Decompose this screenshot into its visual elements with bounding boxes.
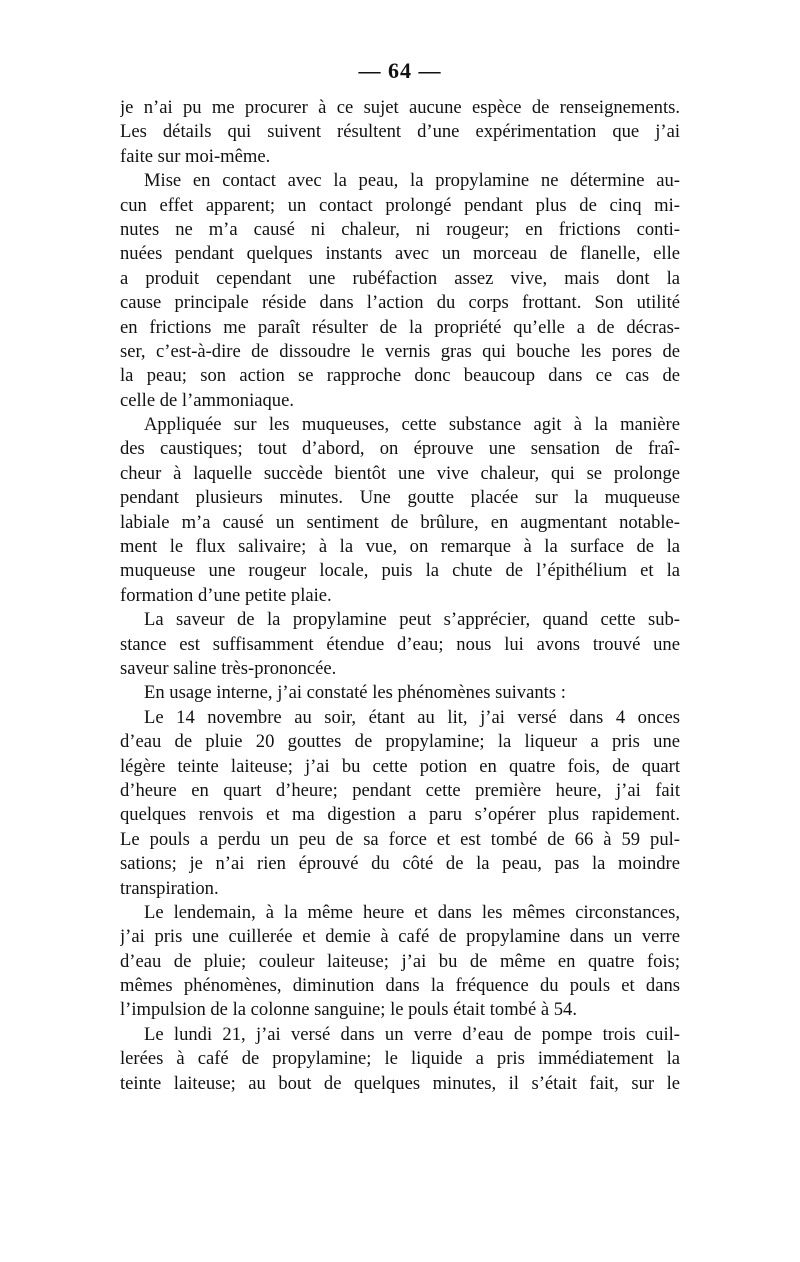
text-line: Le lundi 21, j’ai versé dans un verre d’eau de pompe trois cuil- <box>144 1023 680 1045</box>
text-line: lerées à café de propylamine; le liquide a pris immédiatement la <box>120 1048 680 1070</box>
text-line: légère teinte laiteuse; j’ai bu cette potion en quatre fois, de quart <box>120 755 680 777</box>
text-line: Mise en contact avec la peau, la propylamine ne détermine au- <box>144 170 680 192</box>
page-number: — 64 — <box>358 58 442 83</box>
body-text <box>120 96 680 1096</box>
text-line: muqueuse une rougeur locale, puis la chute de l’épithélium et la <box>120 560 680 582</box>
text-line: Le lendemain, à la même heure et dans les mêmes circonstances, <box>144 901 680 923</box>
text-line: teinte laiteuse; au bout de quelques minutes, il s’était fait, sur le <box>120 1072 680 1094</box>
text-line: pendant plusieurs minutes. Une goutte placée sur la muqueuse <box>120 487 680 509</box>
text-line: a produit cependant une rubéfaction assez vive, mais dont la <box>120 267 680 289</box>
text-line: Appliquée sur les muqueuses, cette substance agit à la manière <box>144 414 680 436</box>
text-line: d’eau de pluie; couleur laiteuse; j’ai bu de même en quatre fois; <box>120 950 680 972</box>
text-line: transpiration. <box>120 877 219 899</box>
text-line: Le pouls a perdu un peu de sa force et est tombé de 66 à 59 pul- <box>120 828 680 850</box>
text-line: saveur saline très-prononcée. <box>120 657 337 679</box>
text-line: labiale m’a causé un sentiment de brûlure, en augmentant notable- <box>120 511 680 533</box>
text-line: j’ai pris une cuillerée et demie à café de propylamine dans un verre <box>120 926 680 948</box>
text-line: nuées pendant quelques instants avec un morceau de flanelle, elle <box>120 243 680 265</box>
text-line: En usage interne, j’ai constaté les phénomènes suivants : <box>144 682 566 704</box>
text-line: l’impulsion de la colonne sanguine; le pouls était tombé à 54. <box>120 999 577 1021</box>
text-line: Le 14 novembre au soir, étant au lit, j’ai versé dans 4 onces <box>144 706 680 728</box>
text-line: cheur à laquelle succède bientôt une vive chaleur, qui se prolonge <box>120 462 680 484</box>
text-line: je n’ai pu me procurer à ce sujet aucune espèce de renseignements. <box>120 97 680 118</box>
text-line: nutes ne m’a causé ni chaleur, ni rougeur; en frictions conti- <box>120 218 680 240</box>
text-line: la peau; son action se rapproche donc beaucoup dans ce cas de <box>120 365 680 387</box>
text-line: formation d’une petite plaie. <box>120 584 332 606</box>
text-line: Les détails qui suivent résultent d’une expérimentation que j’ai <box>120 121 680 143</box>
text-line: quelques renvois et ma digestion a paru s’opérer plus rapidement. <box>120 804 680 826</box>
text-line: en frictions me paraît résulter de la propriété qu’elle a de décras- <box>120 316 680 338</box>
text-line: d’heure en quart d’heure; pendant cette première heure, j’ai fait <box>120 779 680 801</box>
text-line: ser, c’est-à-dire de dissoudre le vernis gras qui bouche les pores de <box>120 340 680 362</box>
text-line: faite sur moi-même. <box>120 145 271 167</box>
text-line: d’eau de pluie 20 gouttes de propylamine; la liqueur a pris une <box>120 731 680 753</box>
text-line: stance est suffisamment étendue d’eau; nous lui avons trouvé une <box>120 633 680 655</box>
text-line: cause principale réside dans l’action du corps frottant. Son utilité <box>120 292 680 314</box>
text-line: La saveur de la propylamine peut s’apprécier, quand cette sub- <box>144 609 680 631</box>
text-line: sations; je n’ai rien éprouvé du côté de la peau, pas la moindre <box>120 853 680 875</box>
text-line: cun effet apparent; un contact prolongé pendant plus de cinq mi- <box>120 194 680 216</box>
text-line: mêmes phénomènes, diminution dans la fréquence du pouls et dans <box>120 975 680 997</box>
text-line: celle de l’ammoniaque. <box>120 389 294 411</box>
text-line: ment le flux salivaire; à la vue, on remarque à la surface de la <box>120 536 680 558</box>
text-line: des caustiques; tout d’abord, on éprouve une sensation de fraî- <box>120 438 680 460</box>
